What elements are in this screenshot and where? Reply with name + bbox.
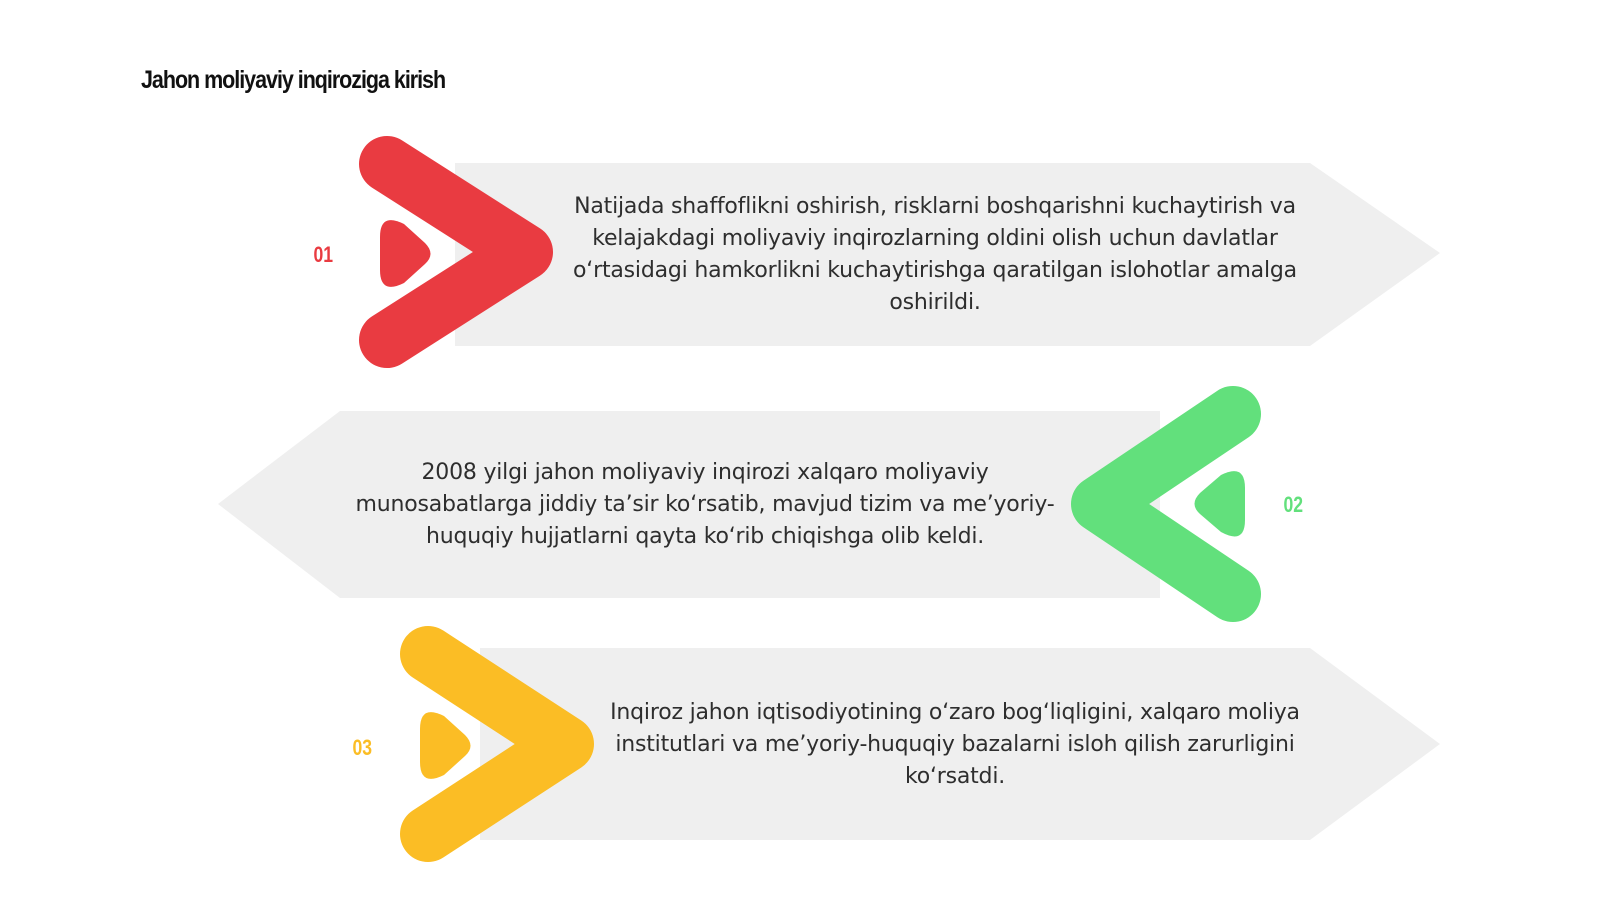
- step-2-text: 2008 yilgi jahon moliyaviy inqirozi xalqaro moliyaviy munosabatlarga jiddiy ta’sir ko‘rsatib, mavjud tizim va me’yoriy-huquqiy hujjatlarni qayta ko‘rib chiqishga olib keldi.: [355, 460, 1055, 549]
- step-3-text: Inqiroz jahon iqtisodiyotining o‘zaro bog‘liqligini, xalqaro moliya institutlari va me’yoriy-huquqiy bazalarni isloh qilish zarurligini ko‘rsatdi.: [610, 700, 1300, 789]
- step-1-number: 01: [313, 242, 334, 267]
- step-3-number: 03: [352, 735, 373, 760]
- page-title: Jahon moliyaviy inqiroziga kirish: [141, 66, 446, 94]
- step-2-number: 02: [1283, 492, 1304, 517]
- step-1-text: Natijada shaffoflikni oshirish, risklarni boshqarishni kuchaytirish va kelajakdagi moliyaviy inqirozlarning oldini olish uchun davlatlar o‘rtasidagi hamkorlikni kuchaytirishga qaratilgan islohotlar amalga oshirildi.: [573, 194, 1297, 315]
